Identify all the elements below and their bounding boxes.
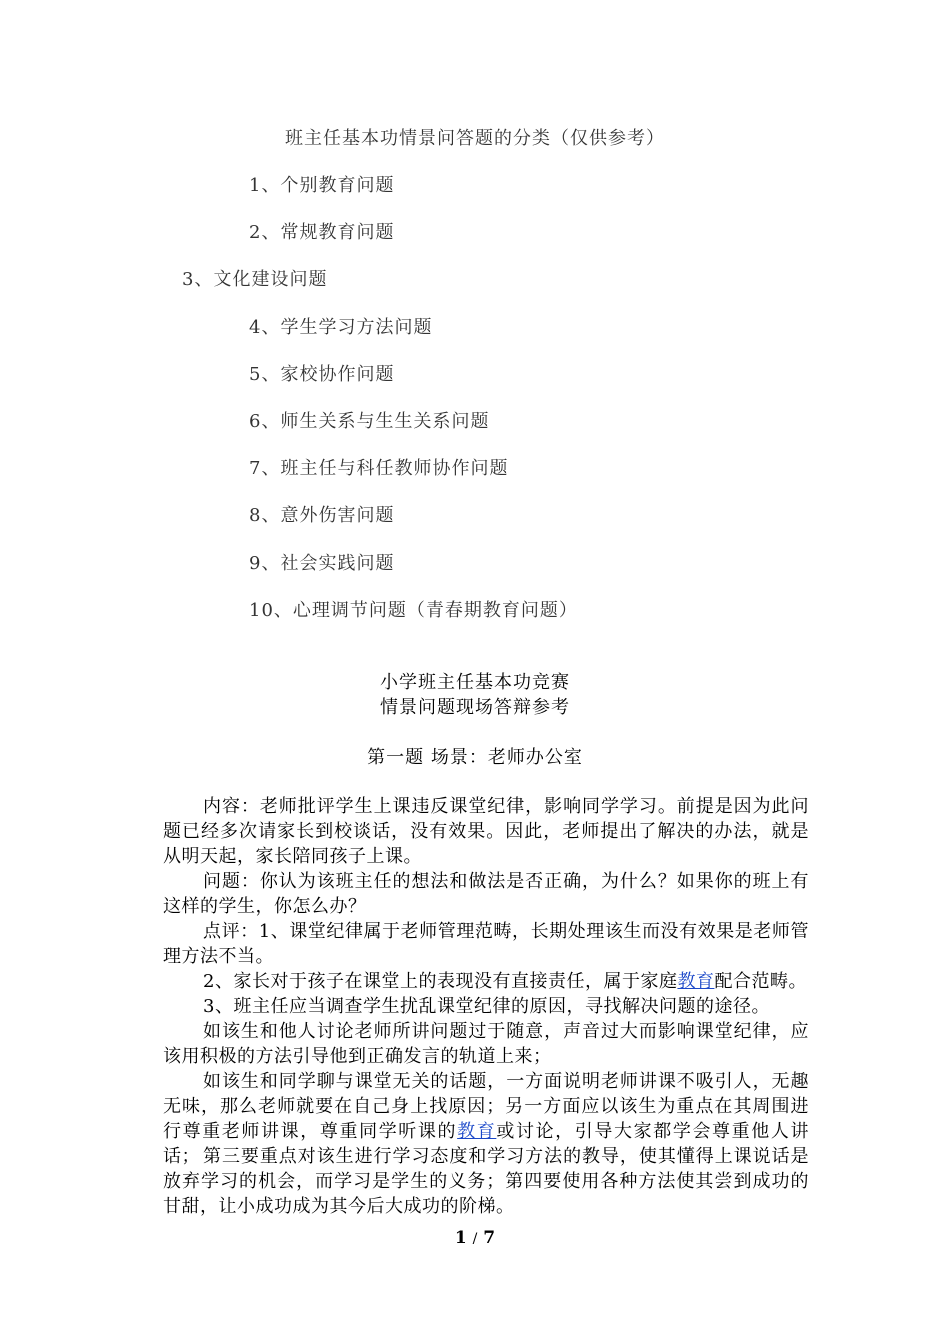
document-title: 班主任基本功情景问答题的分类（仅供参考）	[285, 128, 665, 149]
category-item-10: 10、心理调节问题（青春期教育问题）	[249, 600, 578, 621]
question-title: 第一题 场景：老师办公室	[367, 747, 583, 768]
education-link[interactable]: 教育	[457, 1121, 497, 1142]
section-heading-line1: 小学班主任基本功竞赛	[380, 672, 570, 693]
category-item-7: 7、班主任与科任教师协作问题	[249, 458, 509, 479]
category-item-6: 6、师生关系与生生关系问题	[249, 411, 490, 432]
section-heading-line2: 情景问题现场答辩参考	[380, 697, 570, 718]
current-page: 1	[454, 1228, 467, 1248]
paragraph-question: 问题：你认为该班主任的想法和做法是否正确，为什么？如果你的班上有这样的学生，你怎么办？	[163, 871, 809, 917]
page-separator: /	[472, 1231, 478, 1247]
category-item-5: 5、家校协作问题	[249, 364, 395, 385]
category-item-2: 2、常规教育问题	[249, 222, 395, 243]
category-item-3: 3、文化建设问题	[182, 269, 328, 290]
category-item-9: 9、社会实践问题	[249, 553, 395, 574]
category-item-4: 4、学生学习方法问题	[249, 317, 433, 338]
page-number	[0, 1228, 950, 1248]
paragraph-text: 配合范畴。	[714, 971, 807, 992]
total-pages: 7	[483, 1228, 496, 1248]
paragraph-text: 2、家长对于孩子在课堂上的表现没有直接责任，属于家庭	[203, 971, 678, 992]
paragraph-point-3: 3、班主任应当调查学生扰乱课堂纪律的原因，寻找解决问题的途径。	[203, 996, 770, 1017]
paragraph-guidance: 第三要重点对该生进行学习态度和学习方法的教导，使其懂得上课说话是放弃学习的机会，而学习是学生的义务；第四要使用各种方法使其尝到成功的甘甜，让小成功成为其今后大成功的阶梯。	[163, 1146, 809, 1217]
education-link[interactable]: 教育	[677, 971, 715, 992]
paragraph-content: 内容：老师批评学生上课违反课堂纪律，影响同学学习。前提是因为此问题已经多次请家长到校谈话，没有效果。因此，老师提出了解决的办法，就是从明天起，家长陪同孩子上课。	[163, 796, 809, 867]
paragraph-text: 或讨论，引导大家都学会尊重他人讲话；	[163, 1121, 809, 1167]
category-item-1: 1、个别教育问题	[249, 175, 395, 196]
paragraph-review: 点评：1、课堂纪律属于老师管理范畴，长期处理该生而没有效果是老师管理方法不当。	[163, 921, 809, 967]
paragraph-case-1: 如该生和他人讨论老师所讲问题过于随意，声音过大而影响课堂纪律，应该用积极的方法引导他到正确发言的轨道上来；	[163, 1021, 809, 1067]
paragraph-point-2	[163, 969, 809, 994]
category-item-8: 8、意外伤害问题	[249, 505, 395, 526]
paragraph-text: 如该生和同学聊与课堂无关的话题，一方面说明老师讲课不吸引人，无趣无味，那么老师就要在自己身上找原因；另一方面应以该生为重点在其周围进行尊重老师讲课，尊重同学听课的	[163, 1071, 809, 1142]
